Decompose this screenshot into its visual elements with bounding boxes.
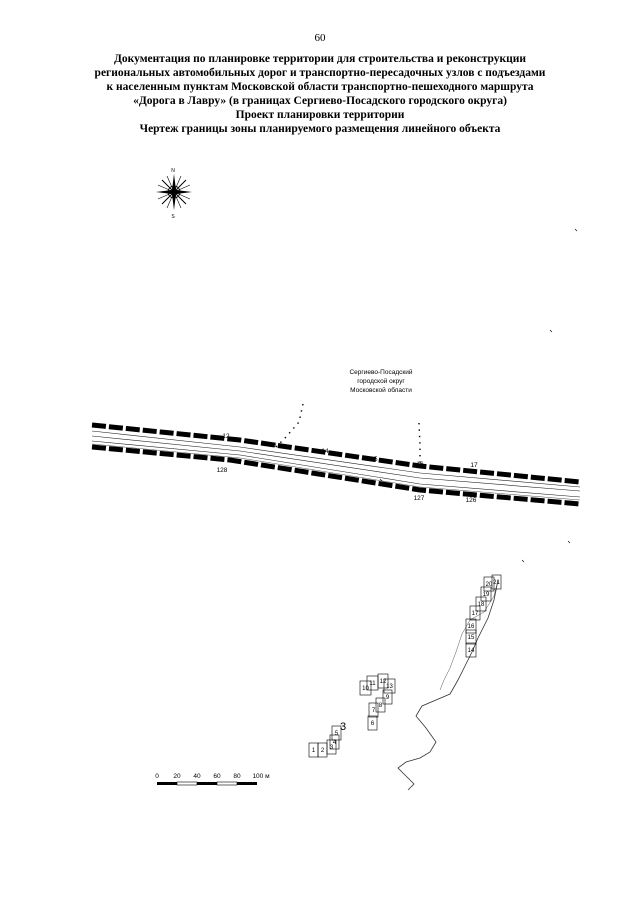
svg-text:16: 16 bbox=[467, 624, 475, 630]
svg-text:2: 2 bbox=[320, 748, 325, 754]
sheet-cell bbox=[369, 703, 378, 717]
river-line bbox=[398, 580, 498, 790]
svg-text:5: 5 bbox=[334, 731, 339, 737]
scale-tick-label: 80 bbox=[233, 773, 241, 780]
district-label-line: Московской области bbox=[350, 387, 412, 394]
sheet-cell bbox=[383, 690, 392, 704]
svg-text:17: 17 bbox=[471, 611, 479, 617]
svg-text:1: 1 bbox=[311, 748, 316, 754]
svg-text:15: 15 bbox=[467, 635, 475, 641]
sheet-cell bbox=[470, 606, 480, 620]
district-label-line: городской округ bbox=[357, 378, 405, 385]
svg-text:8: 8 bbox=[378, 703, 383, 709]
dotted-line bbox=[419, 423, 420, 466]
survey-marks bbox=[380, 229, 577, 562]
sheet-cell bbox=[318, 743, 327, 757]
compass-rose-icon bbox=[156, 168, 192, 220]
north-label: N bbox=[171, 168, 175, 174]
sheet-cell bbox=[309, 743, 318, 757]
svg-text:6: 6 bbox=[370, 721, 375, 727]
road-line bbox=[92, 441, 580, 497]
scale-bar bbox=[155, 773, 270, 785]
heading-line: к населенным пунктам Московской области транспортно-пешеходного маршрута bbox=[106, 81, 534, 93]
road-line bbox=[92, 436, 580, 491]
sheet-cell bbox=[368, 716, 377, 730]
svg-text:3: 3 bbox=[329, 745, 334, 751]
sheet-index-grid bbox=[309, 575, 501, 757]
heading-line: Чертеж границы зоны планируемого размещения линейного объекта bbox=[139, 123, 501, 135]
point-label: 12 bbox=[222, 433, 230, 440]
point-label: 15 bbox=[370, 456, 378, 463]
scale-tick-label: 40 bbox=[193, 773, 201, 780]
point-label: 127 bbox=[413, 495, 425, 502]
point-label: 17 bbox=[470, 462, 478, 469]
heading-line: «Дорога в Лавру» (в границах Сергиево-Посадского городского округа) bbox=[133, 95, 507, 107]
sheet-marker: 3 bbox=[339, 721, 347, 733]
svg-text:10: 10 bbox=[362, 686, 369, 692]
point-label: 13 bbox=[269, 442, 277, 449]
scale-tick-label: 20 bbox=[173, 773, 181, 780]
svg-text:9: 9 bbox=[385, 695, 390, 701]
sheet-cell bbox=[466, 643, 476, 657]
scale-tick-label: 60 bbox=[213, 773, 221, 780]
point-label: 16 bbox=[416, 461, 424, 468]
south-label: S bbox=[171, 214, 175, 220]
point-label: 14 bbox=[321, 448, 329, 455]
sheet-cell bbox=[376, 698, 385, 712]
svg-text:7: 7 bbox=[371, 708, 376, 714]
svg-text:13: 13 bbox=[386, 684, 393, 690]
dotted-line bbox=[276, 404, 303, 447]
svg-text:18: 18 bbox=[477, 602, 485, 608]
point-label: 128 bbox=[216, 467, 228, 474]
svg-text:4: 4 bbox=[332, 740, 337, 746]
heading-line: Проект планировки территории bbox=[235, 109, 405, 121]
page-number: 60 bbox=[314, 32, 326, 44]
svg-text:20: 20 bbox=[485, 582, 493, 588]
heading-line: региональных автомобильных дорог и транспортно-пересадочных узлов с подъездами bbox=[94, 67, 546, 79]
road-corridor bbox=[92, 404, 580, 504]
scale-tick-label: 100 м bbox=[252, 773, 270, 780]
scale-tick-label: 0 bbox=[155, 773, 159, 780]
svg-text:11: 11 bbox=[369, 681, 376, 687]
district-label-line: Сергиево-Посадский bbox=[349, 369, 413, 376]
district-label bbox=[349, 368, 412, 394]
heading-line: Документация по планировке территории для строительства и реконструкции bbox=[114, 53, 526, 65]
svg-text:14: 14 bbox=[467, 648, 475, 654]
sheet-cell bbox=[466, 630, 476, 644]
svg-text:21: 21 bbox=[493, 580, 500, 586]
sheet-cell bbox=[466, 619, 476, 633]
point-label: 126 bbox=[465, 497, 477, 504]
svg-text:19: 19 bbox=[482, 592, 490, 598]
svg-text:12: 12 bbox=[379, 679, 387, 685]
